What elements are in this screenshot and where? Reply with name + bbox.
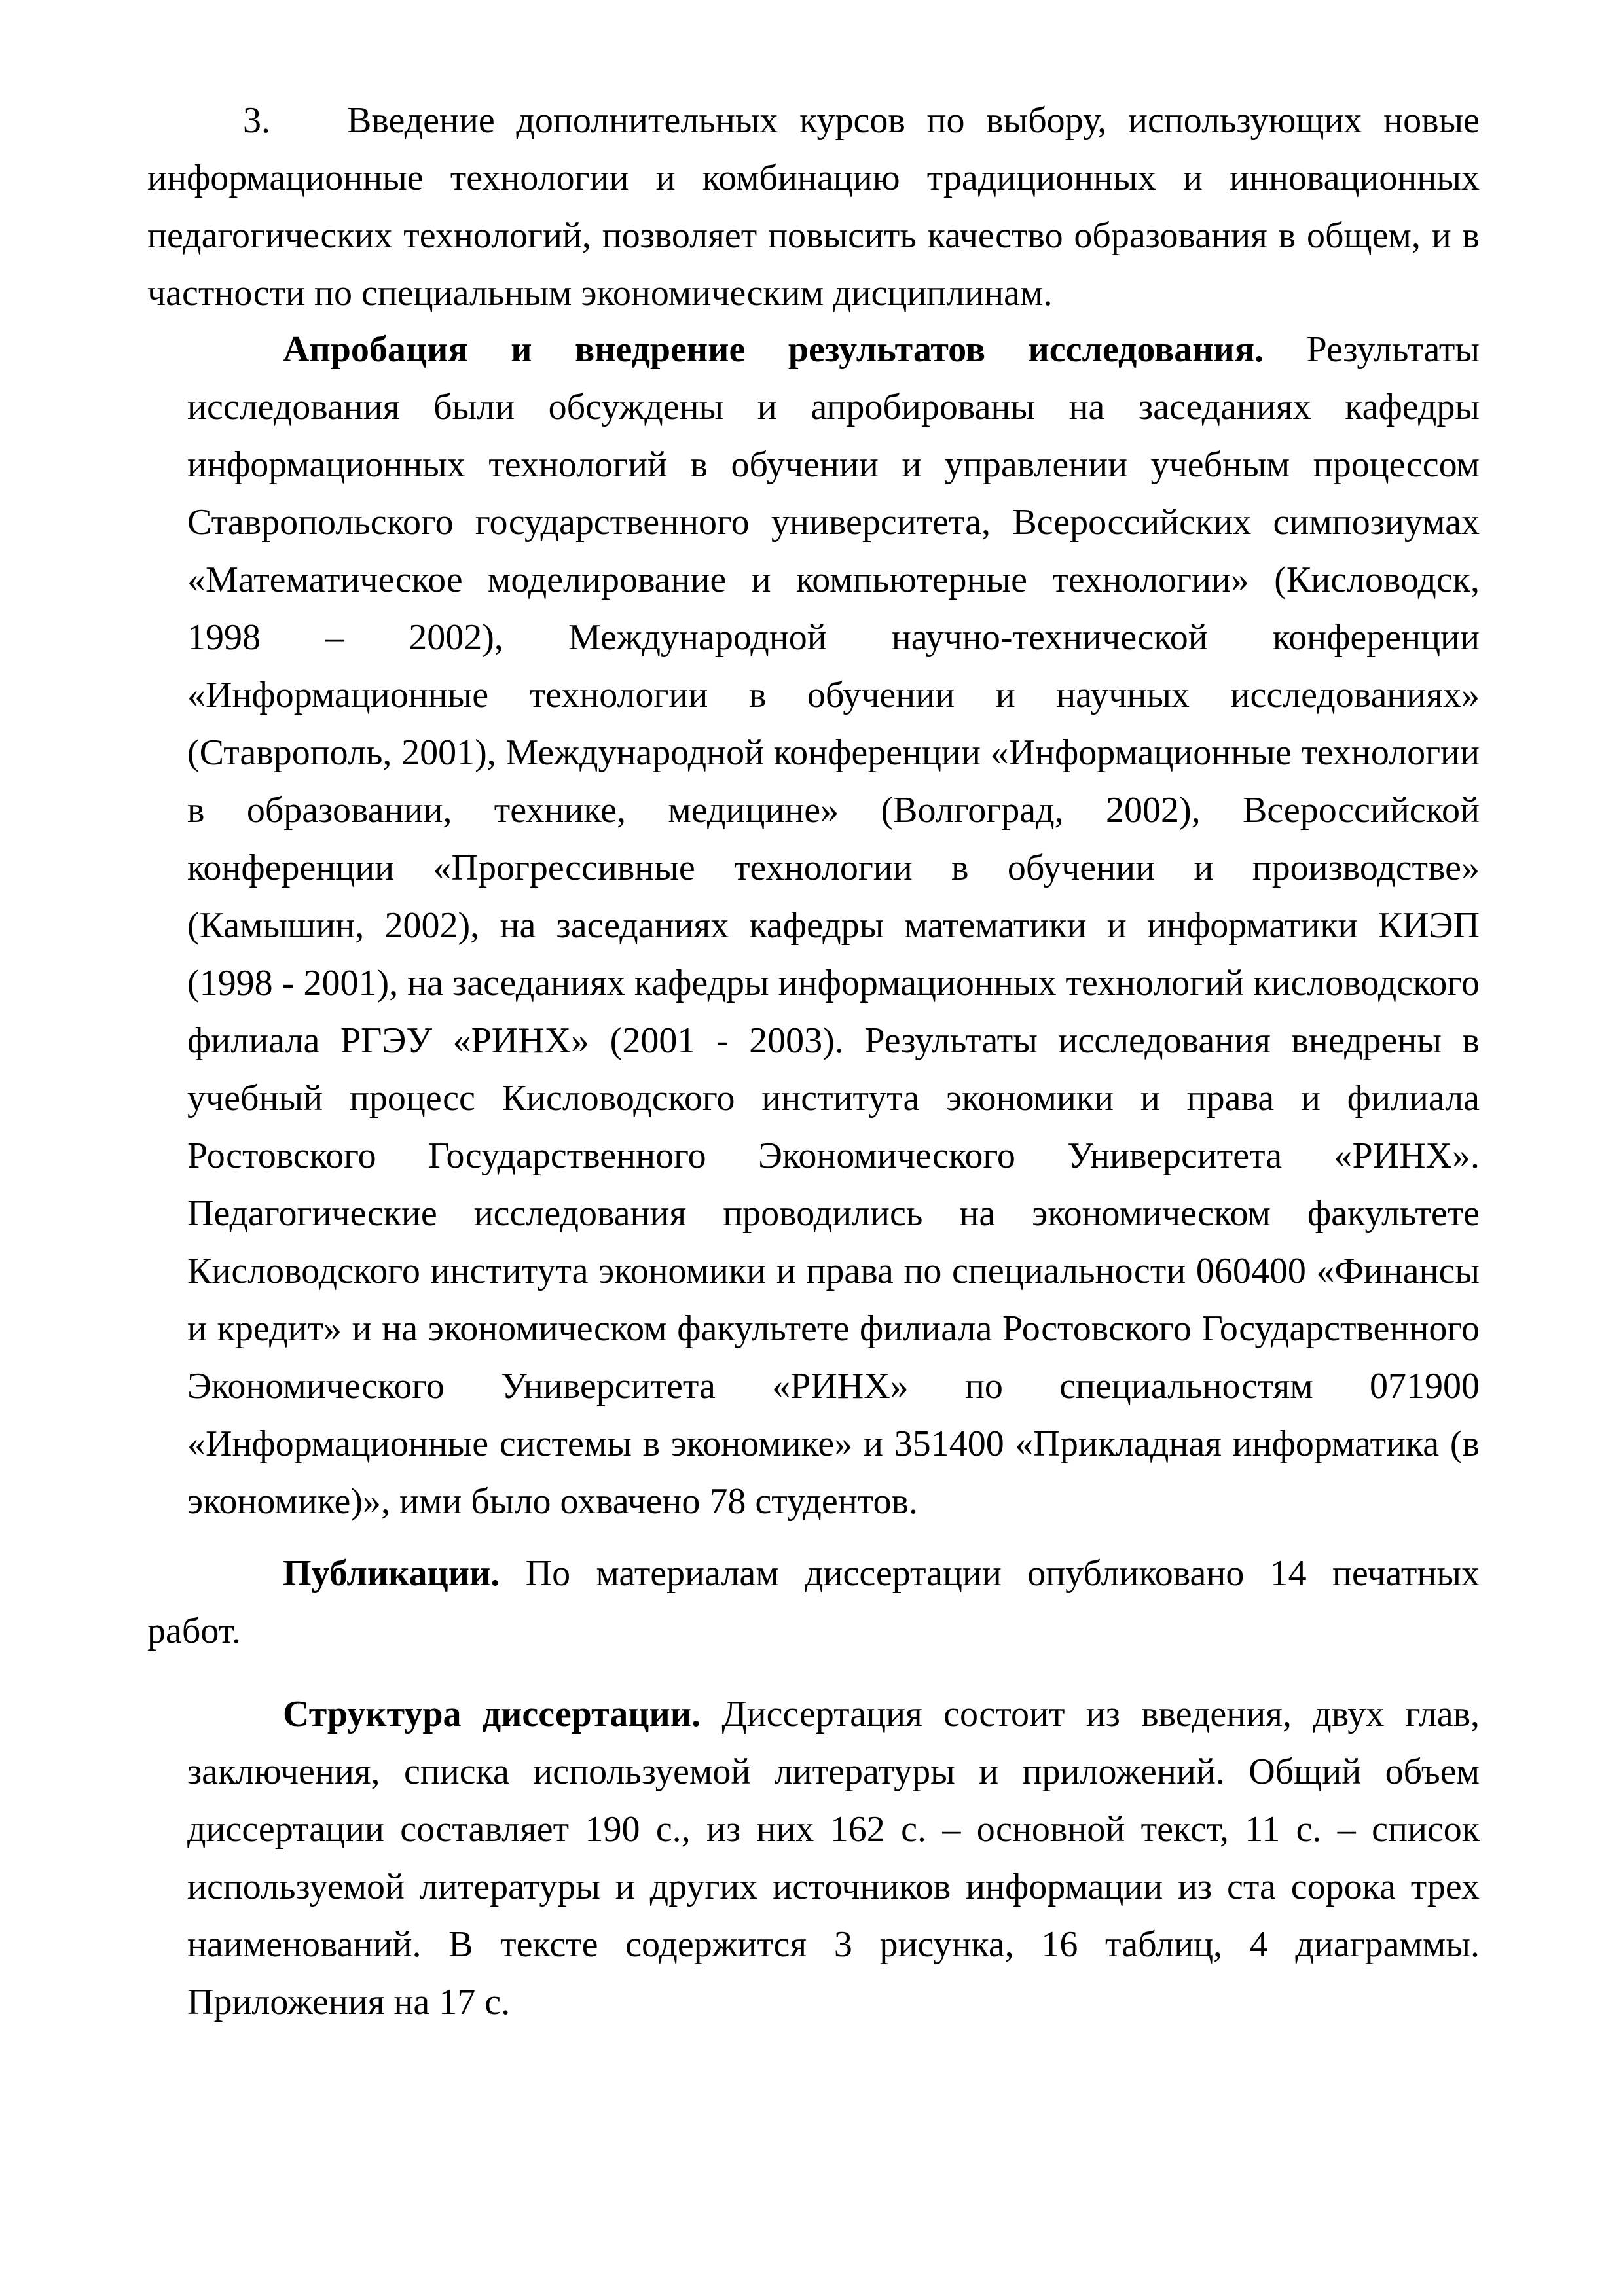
paragraph-heading: Публикации. — [283, 1553, 500, 1594]
list-number: 3. — [243, 100, 270, 141]
paragraph-heading: Структура диссертации. — [283, 1694, 701, 1734]
paragraph-approbation — [187, 321, 1480, 1530]
paragraph-text: Результаты исследования были обсуждены и апробированы на заседаниях кафедры информационных технологий в обучении и управлении учебным процессом Ставропольского государственного университета, Всероссийских симпозиумах «Математическое моделирование и компьютерные технологии» (Кисловодск, 1998 – 2002), Международной научно-технической конференции «Информационные технологии в обучении и научных исследованиях» (Ставрополь, 2001), Международной конференции «Информационные технологии в образовании, технике, медицине» (Волгоград, 2002), Всероссийской конференции «Прогрессивные технологии в обучении и производстве» (Камышин, 2002), на заседаниях кафедры математики и информатики КИЭП (1998 - 2001), на заседаниях кафедры информационных технологий кисловодского филиала РГЭУ «РИНХ» (2001 - 2003). Результаты исследования внедрены в учебный процесс Кисловодского института экономики и права и филиала Ростовского Государственного Экономического Университета «РИНХ». Педагогические исследования проводились на экономическом факультете Кисловодского института экономики и права по специальности 060400 «Финансы и кредит» и на экономическом факультете филиала Ростовского Государственного Экономического Университета «РИНХ» по специальностям 071900 «Информационные системы в экономике» и 351400 «Прикладная информатика (в экономике)», ими было охвачено 78 студентов. — [187, 329, 1480, 1522]
paragraph-publications — [187, 1545, 1480, 1602]
paragraph-text: По материалам диссертации опубликовано 14 печатных — [500, 1553, 1480, 1594]
paragraph-text: Введение дополнительных курсов по выбору, использующих новые информационные технологии и комбинацию традиционных и инновационных педагогических технологий, позволяет повысить качество образования в общем, и в частности по специальным экономическим дисциплинам. — [147, 100, 1480, 314]
paragraph-text: Диссертация состоит из введения, двух глав, заключения, списка используемой литературы и приложений. Общий объем диссертации составляет 190 с., из них 162 с. – основной текст, 11 с. – список используемой литературы и других источников информации из ста сорока трех наименований. В тексте содержится 3 рисунка, 16 таблиц, 4 диаграммы. Приложения на 17 с. — [187, 1694, 1480, 2022]
paragraph-structure — [187, 1685, 1480, 2031]
paragraph-conclusion-3 — [147, 92, 1480, 322]
paragraph-continuation: работ. — [147, 1611, 241, 1651]
paragraph-heading: Апробация и внедрение результатов исследования. — [283, 329, 1264, 370]
